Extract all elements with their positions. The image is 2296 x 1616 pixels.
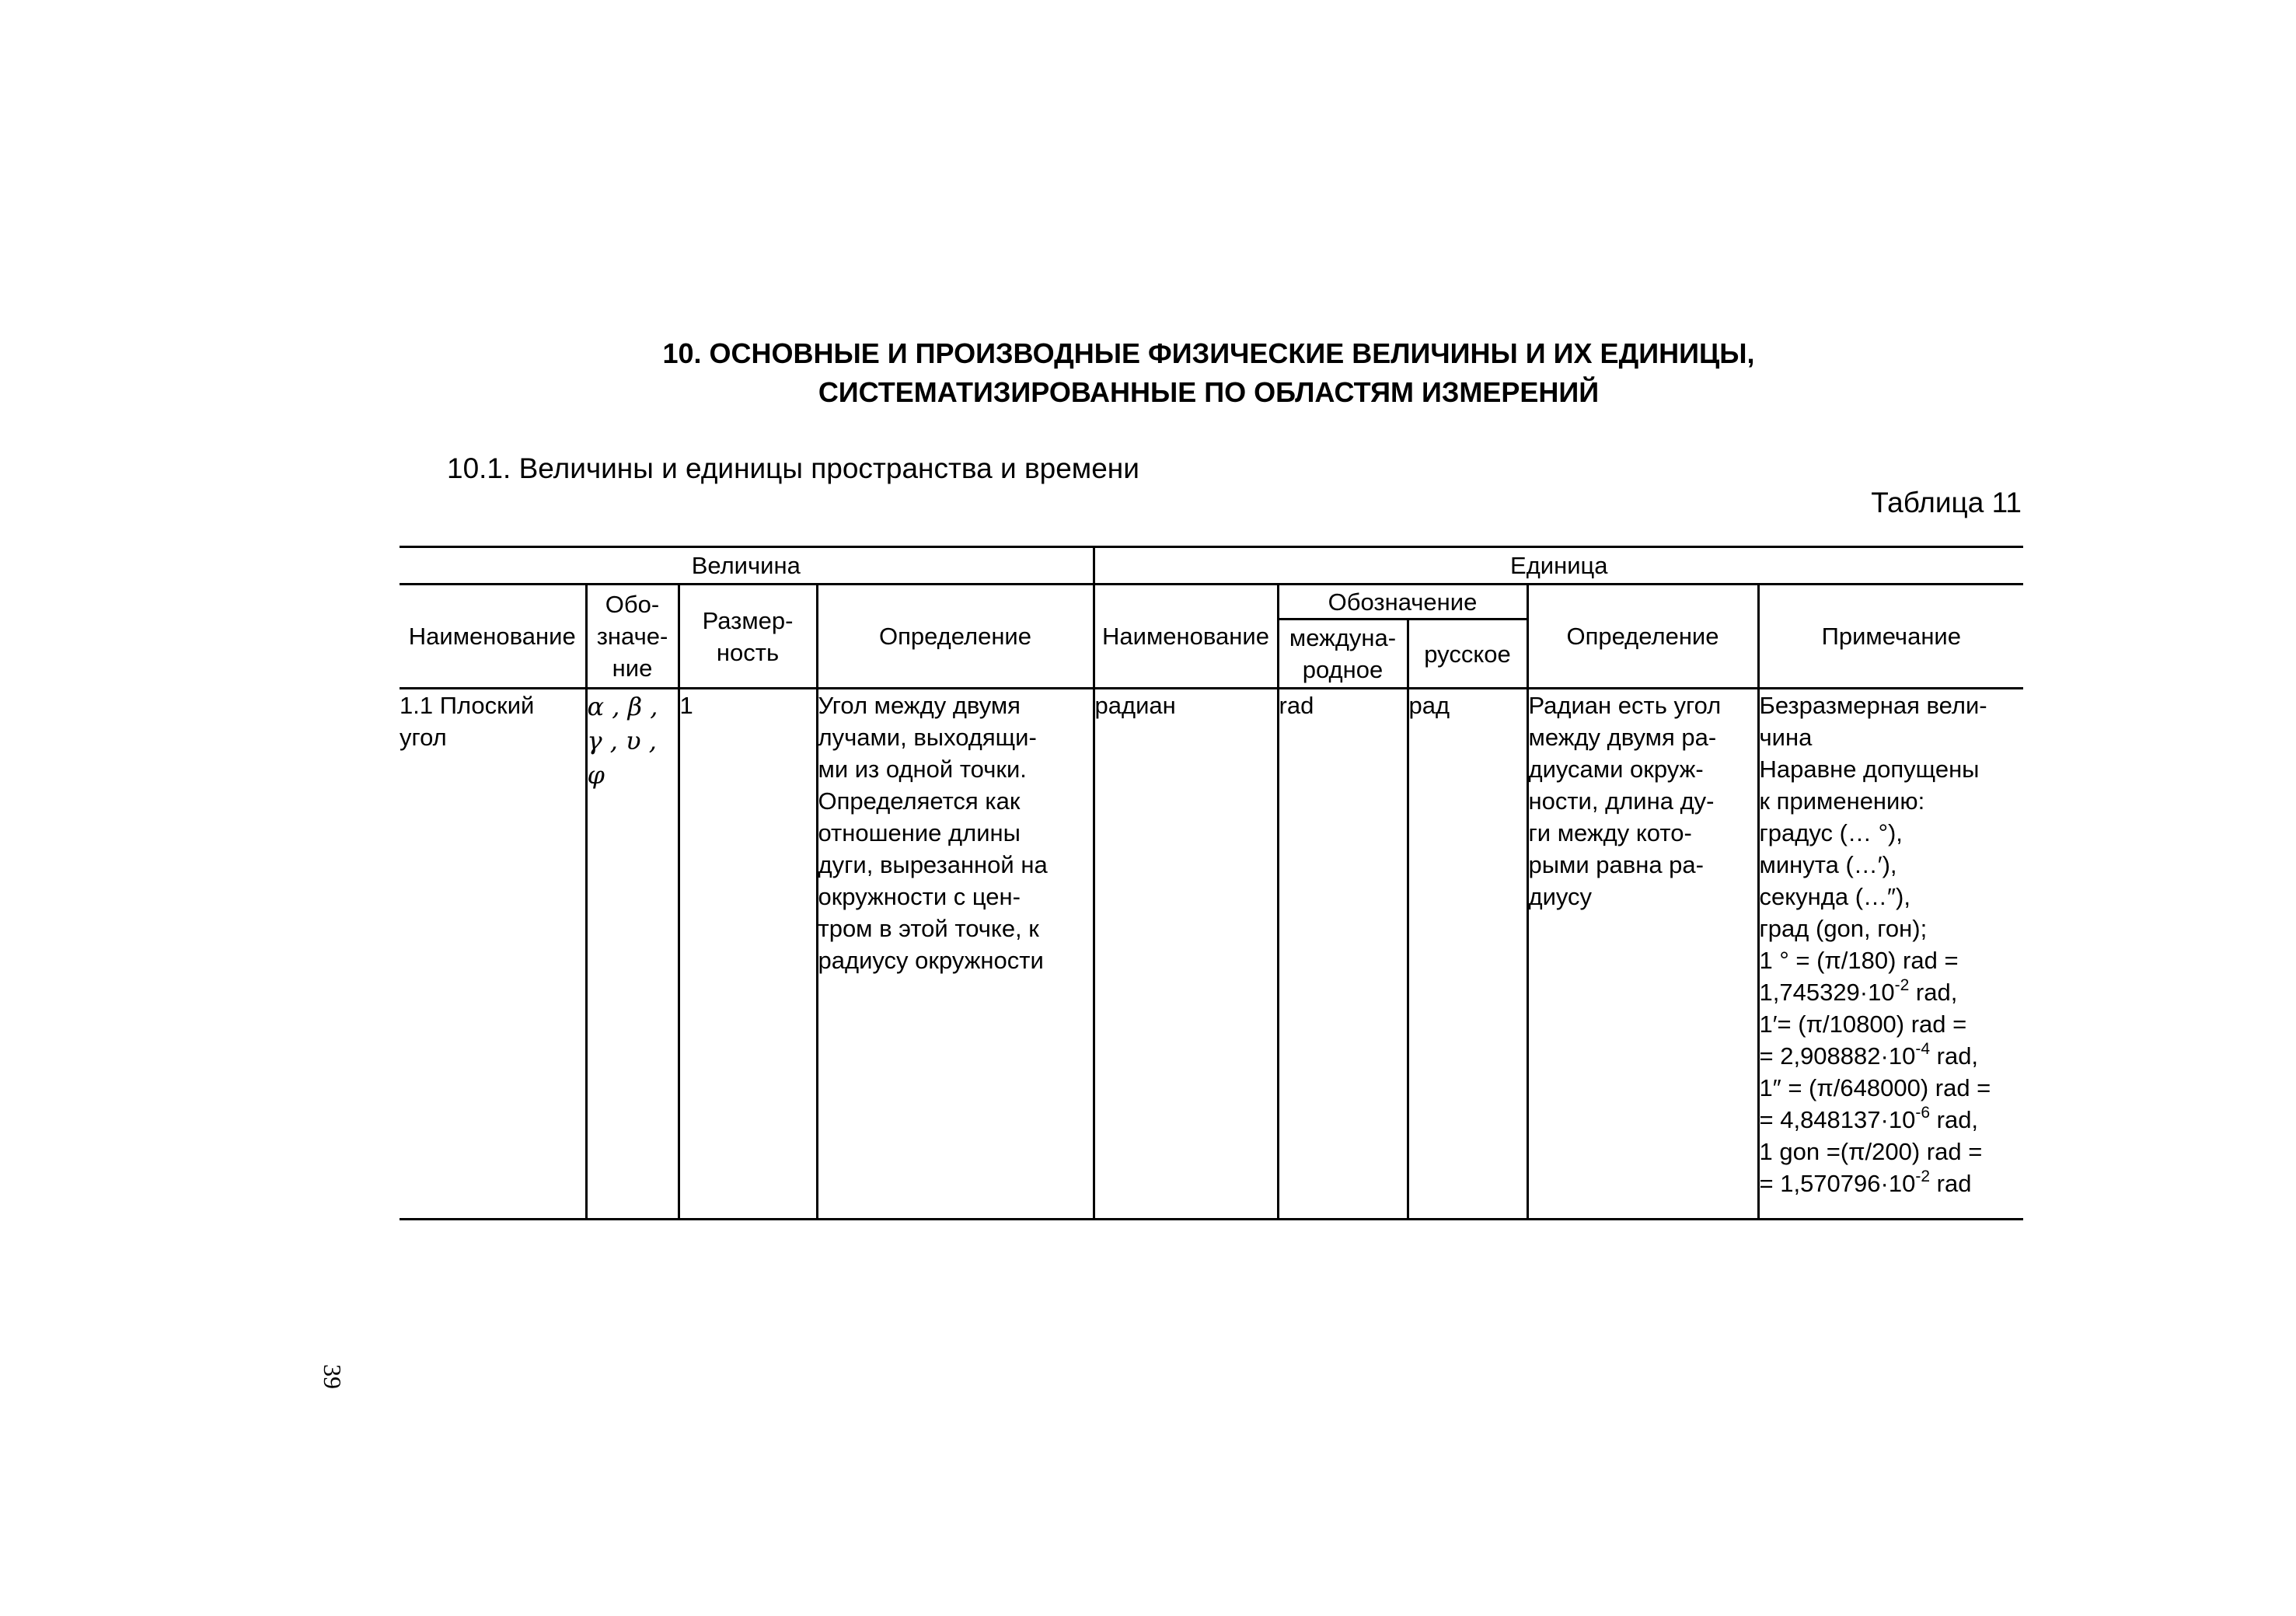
header-unit-name: Наименование — [1094, 585, 1278, 689]
cell-note — [1758, 689, 2023, 1220]
formula-unit: rad — [1930, 1170, 1972, 1197]
greek-symbols-line: α , β , — [587, 692, 658, 721]
greek-symbols-line: γ , υ , — [587, 726, 657, 756]
formula-unit: rad, — [1930, 1042, 1979, 1070]
cell-line: окружности с цен- — [818, 883, 1021, 910]
cell-unit-definition — [1527, 689, 1758, 1220]
header-russian: русское — [1408, 620, 1527, 689]
cell-line: 1 gon =(π/200) rad = — [1759, 1138, 1983, 1165]
table-row — [400, 689, 2023, 1220]
cell-russian: рад — [1408, 689, 1527, 1220]
document-title-line-2: СИСТЕМАТИЗИРОВАННЫЕ ПО ОБЛАСТЯМ ИЗМЕРЕНИЙ — [818, 376, 1600, 408]
cell-line: град (gon, гон); — [1759, 915, 1928, 942]
page-number: 39 — [319, 1364, 347, 1389]
cell-line: дуги, вырезанной на — [818, 851, 1048, 878]
cell-line: 1.1 Плоский — [400, 692, 535, 719]
cell-line: Радиан есть угол — [1528, 692, 1722, 719]
cell-line: между двумя ра- — [1528, 724, 1717, 751]
header-symbol — [586, 585, 679, 689]
cell-line: чина — [1759, 724, 1813, 751]
cell-line: рыми равна ра- — [1528, 851, 1704, 878]
cell-line: ности, длина ду- — [1528, 787, 1715, 815]
formula-line — [1760, 1167, 2024, 1199]
formula-mantissa: = 4,848137·10 — [1759, 1106, 1916, 1133]
header-note: Примечание — [1758, 585, 2023, 689]
cell-line: Определяется как — [818, 787, 1021, 815]
document-title — [404, 334, 2013, 412]
header-symbol-line: Обо- — [605, 591, 660, 618]
cell-line: к применению: — [1759, 787, 1925, 815]
cell-line: 1′= (π/10800) rad = — [1759, 1010, 1967, 1038]
cell-line: 1″ = (π/648000) rad = — [1759, 1074, 1991, 1101]
formula-exponent: -2 — [1894, 976, 1910, 994]
cell-line: лучами, выходящи- — [818, 724, 1037, 751]
formula-exponent: -4 — [1915, 1040, 1931, 1058]
header-dimension-line: ность — [716, 638, 780, 666]
group-header-quantity: Величина — [400, 547, 1094, 585]
header-international — [1278, 620, 1408, 689]
header-unit-definition: Определение — [1527, 585, 1758, 689]
cell-line: минута (…′), — [1759, 851, 1897, 878]
header-international-line: родное — [1302, 656, 1384, 683]
document-title-line-1: 10. ОСНОВНЫЕ И ПРОИЗВОДНЫЕ ФИЗИЧЕСКИЕ ВЕЛИЧИНЫ И ИХ ЕДИНИЦЫ, — [662, 337, 1755, 369]
cell-international: rad — [1278, 689, 1408, 1220]
formula-mantissa: = 1,570796·10 — [1759, 1170, 1916, 1197]
header-symbol-line: значе- — [596, 623, 668, 650]
formula-line — [1760, 1040, 2024, 1072]
cell-line: градус (… °), — [1759, 819, 1903, 846]
cell-line: тром в этой точке, к — [818, 915, 1039, 942]
cell-unit-name: радиан — [1094, 689, 1278, 1220]
formula-mantissa: = 2,908882·10 — [1759, 1042, 1916, 1070]
cell-line: Наравне допущены — [1759, 756, 1980, 783]
formula-mantissa: 1,745329·10 — [1759, 979, 1895, 1006]
header-name: Наименование — [400, 585, 586, 689]
greek-symbols-line: φ — [587, 760, 605, 790]
table-label: Таблица 11 — [1871, 487, 2022, 518]
header-definition: Определение — [817, 585, 1094, 689]
cell-line: диусу — [1528, 883, 1593, 910]
cell-dimension: 1 — [679, 689, 817, 1220]
header-international-line: междуна- — [1289, 624, 1397, 651]
formula-exponent: -6 — [1915, 1104, 1931, 1122]
header-dimension — [679, 585, 817, 689]
header-symbol-line: ние — [612, 654, 653, 682]
cell-line: 1 ° = (π/180) rad = — [1759, 947, 1959, 974]
cell-line: ми из одной точки. — [818, 756, 1027, 783]
formula-line — [1760, 1104, 2024, 1136]
header-dimension-line: Размер- — [702, 606, 794, 634]
section-heading: 10.1. Величины и единицы пространства и времени — [447, 452, 1139, 484]
cell-line: ги между кото- — [1528, 819, 1692, 846]
header-designation: Обозначение — [1278, 585, 1527, 620]
formula-unit: rad, — [1909, 979, 1958, 1006]
cell-name — [400, 689, 586, 1220]
cell-line: Безразмерная вели- — [1759, 692, 1987, 719]
cell-symbol — [586, 689, 679, 1220]
group-header-unit: Единица — [1094, 547, 2023, 585]
formula-unit: rad, — [1930, 1106, 1979, 1133]
quantities-table — [400, 546, 2023, 1220]
cell-line: угол — [400, 724, 447, 751]
cell-line: секунда (…″), — [1759, 883, 1910, 910]
cell-line: радиусу окружности — [818, 947, 1044, 974]
formula-line — [1760, 976, 2024, 1008]
cell-line: Угол между двумя — [818, 692, 1021, 719]
formula-exponent: -2 — [1915, 1167, 1931, 1185]
cell-definition — [817, 689, 1094, 1220]
cell-line: диусами окруж- — [1528, 756, 1704, 783]
cell-line: отношение длины — [818, 819, 1021, 846]
